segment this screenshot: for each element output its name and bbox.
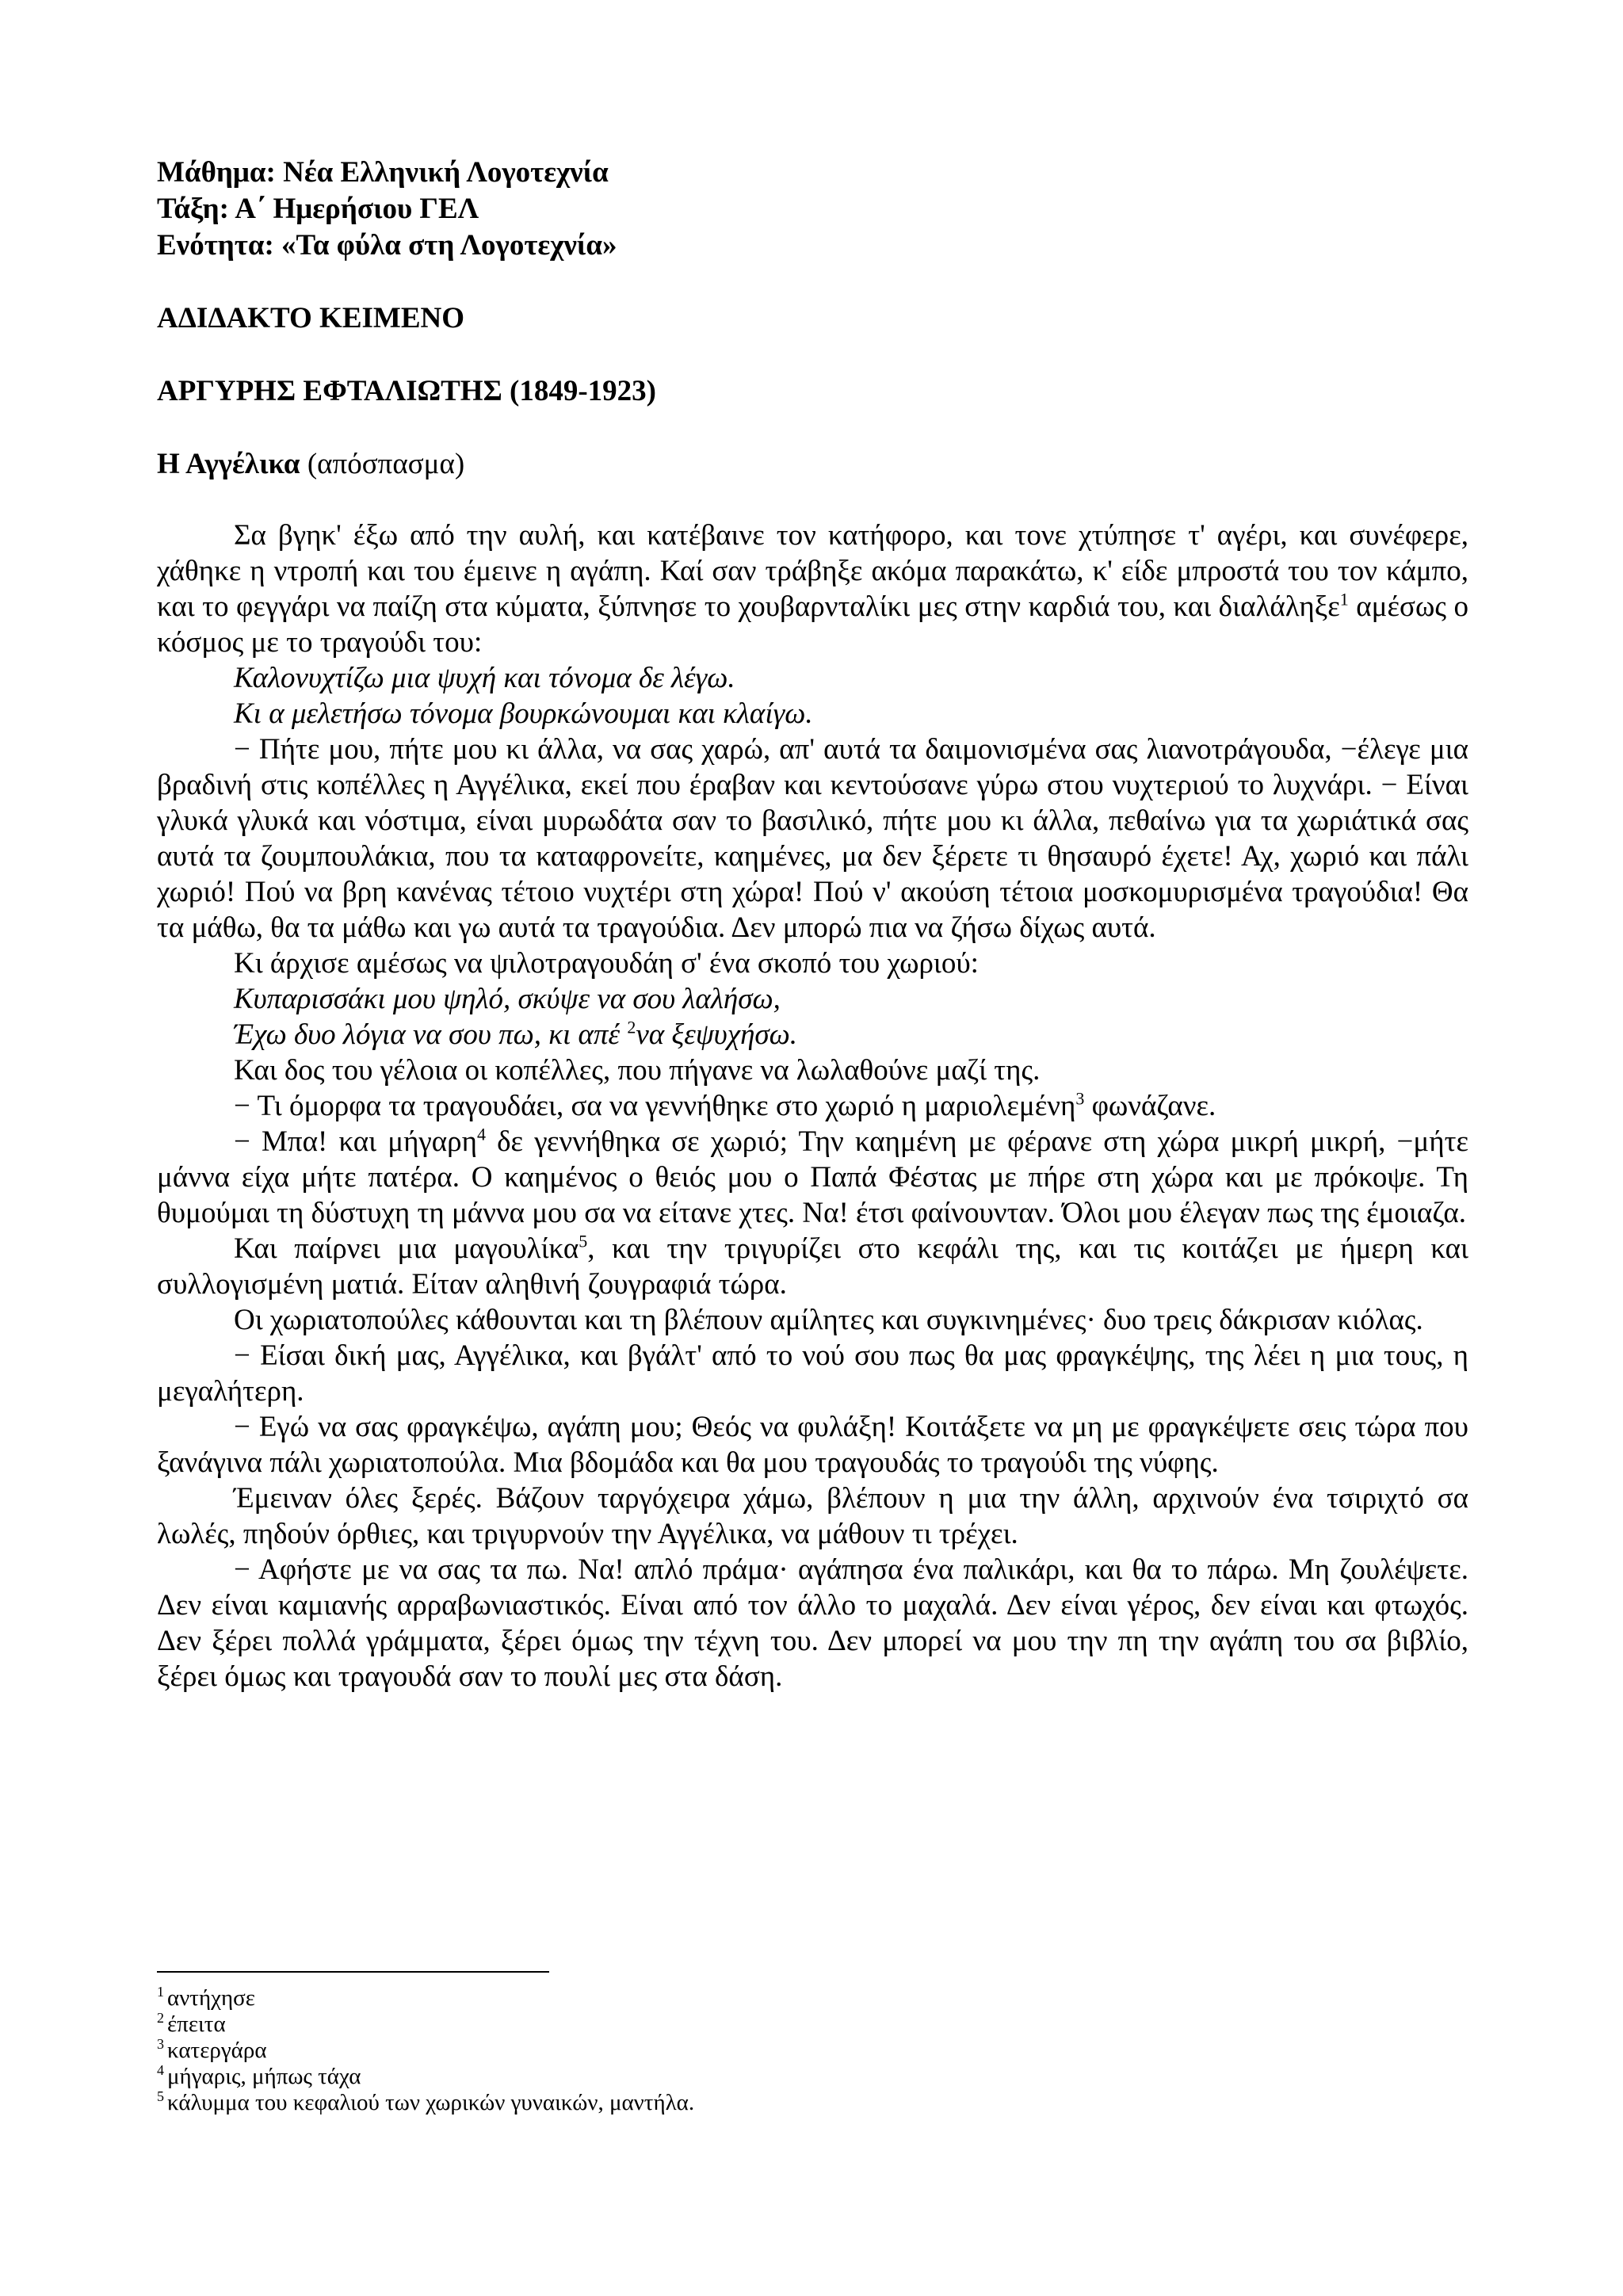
- footnote-1: $^1$ αντήχησε: [157, 1984, 255, 2011]
- class-line: Τάξη: Α΄ Ημερήσιου ΓΕΛ: [157, 193, 479, 225]
- paragraph-12: − Αφήστε με να σας τα πω. Να! απλό πράμα· αγάπησα ένα παλικάρι, και θα το πάρω. Μη ζουλέψετε. Δεν είναι καμιανής αρραβωνιαστικός. Είναι από τον άλλο το μαχαλά. Δεν είναι γέρος, δεν είναι και φτωχός. Δεν ξέρει πολλά γράμματα, ξέρει όμως την τέχνη του. Δεν μπορεί να μου την πη την αγάπη του σα βιβλίο, ξέρει όμως και τραγουδά σαν το πουλί μες στα δάση.: [157, 1553, 1468, 1693]
- work-title: Η Αγγέλικα: [157, 448, 300, 480]
- footnote-ref-3: 3: [1075, 1088, 1085, 1109]
- footnote-separator: [157, 1971, 549, 1973]
- verse-1-line-2: Κι α μελετήσω τόνομα βουρκώνουμαι και κλαίγω.: [234, 697, 813, 730]
- verse-1: [157, 660, 1468, 732]
- footnote-ref-4: 4: [476, 1124, 486, 1144]
- footnote-2: $^2$ έπειτα: [157, 2010, 226, 2037]
- paragraph-4: Και δος του γέλοια οι κοπέλλες, που πήγανε να λωλαθούνε μαζί της.: [234, 1054, 1041, 1087]
- unit-line: Ενότητα: «Τα φύλα στη Λογοτεχνία»: [157, 229, 617, 262]
- footnotes: [157, 1985, 1266, 2116]
- footnote-ref-5: 5: [579, 1231, 588, 1251]
- paragraph-9: − Είσαι δική μας, Αγγέλικα, και βγάλτ' από το νού σου πως θα μας φραγκέψης, της λέει η μια τους, η μεγαλήτερη.: [157, 1339, 1468, 1408]
- footnote-3: $^3$ κατεργάρα: [157, 2036, 267, 2063]
- paragraph-8: Οι χωριατοπούλες κάθουνται και τη βλέπουν αμίλητες και συγκινημένες· δυο τρεις δάκρισαν κιόλας.: [234, 1304, 1423, 1336]
- work-title-line: [157, 446, 1468, 483]
- paragraph-6: − Μπα! και μήγαρη$^4$ δε γεννήθηκα σε χωριό; Την καημένη με φέρανε στη χώρα μικρή μικρή, −μήτε μάννα είχα μήτε πατέρα. Ο καημένος ο θειός μου ο Παπά Φέστας με πήρε στη χώρα και με πρόκοψε. Τη θυμούμαι τη δύστυχη τη μάννα μου σα να είτανε χτες. Να! έτσι φαίνουνταν. Όλοι μου έλεγαν πως της έμοιαζα.: [157, 1124, 1468, 1229]
- paragraph-3: Κι άρχισε αμέσως να ψιλοτραγουδάη σ' ένα σκοπό του χωριού:: [234, 947, 979, 980]
- passage: [157, 518, 1468, 1694]
- footnote-5: $^5$ κάλυμμα του κεφαλιού των χωρικών γυναικών, μαντήλα.: [157, 2088, 695, 2115]
- footnote-ref-1: 1: [1339, 589, 1349, 609]
- course-line: Μάθημα: Νέα Ελληνική Λογοτεχνία: [157, 156, 609, 189]
- paragraph-7: Και παίρνει μια μαγουλίκα$^5$, και την τριγυρίζει στο κεφάλι της, και τις κοιτάζει με ήμερη και συλλογισμένη ματιά. Είταν αληθινή ζουγραφιά τώρα.: [157, 1231, 1469, 1301]
- verse-2: [157, 981, 1468, 1052]
- work-note: (απόσπασμα): [300, 448, 465, 480]
- paragraph-2: − Πήτε μου, πήτε μου κι άλλα, να σας χαρώ, απ' αυτά τα δαιμονισμένα σας λιανοτράγουδα, −έλεγε μια βραδινή στις κοπέλλες η Αγγέλικα, εκεί που έραβαν και κεντούσανε γύρω στου νυχτεριού το λυχνάρι. − Είναι γλυκά γλυκά και νόστιμα, είναι μυρωδάτα σαν το βασιλικό, πήτε μου κι άλλα, πεθαίνω για τα χωριάτικά σας αυτά τα ζουμπουλάκια, που τα καταφρονείτε, καημένες, μα δεν ξέρετε τι θησαυρό έχετε! Αχ, χωριό και πάλι χωριό! Πού να βρη κανένας τέτοιο νυχτέρι στη χώρα! Πού ν' ακούση τέτοια μοσκομυρισμένα τραγούδια! Θα τα μάθω, θα τα μάθω και γω αυτά τα τραγούδια. Δεν μπορώ πια να ζήσω δίχως αυτά.: [157, 733, 1468, 944]
- verse-1-line-1: Καλονυχτίζω μια ψυχή και τόνομα δε λέγω.: [234, 662, 735, 694]
- footnote-4: $^4$ μήγαρις, μήπως τάχα: [157, 2062, 361, 2089]
- paragraph-10: − Εγώ να σας φραγκέψω, αγάπη μου; Θεός να φυλάξη! Κοιτάξετε να μη με φραγκέψετε σεις τώρα που ξανάγινα πάλι χωριατοπούλα. Μια βδομάδα και θα μου τραγουδάς το τραγούδι της νύφης.: [157, 1411, 1468, 1479]
- paragraph-5: − Τι όμορφα τα τραγουδάει, σα να γεννήθηκε στο χωριό η μαριολεμένη$^3$ φωνάζανε.: [234, 1088, 1216, 1122]
- author-line: ΑΡΓΥΡΗΣ ΕΦΤΑΛΙΩΤΗΣ (1849-1923): [157, 375, 656, 407]
- paragraph-1: Σα βγηκ' έξω από την αυλή, και κατέβαινε τον κατήφορο, και τονε χτύπησε τ' αγέρι, και συνέφερε, χάθηκε η ντροπή και του έμεινε η αγάπη. Καί σαν τράβηξε ακόμα παρακάτω, κ' είδε μπροστά του τον κάμπο, και το φεγγάρι να παίζη στα κύματα, ξύπνησε το χουβαρνταλίκι μες στην καρδιά του, και διαλάληξε$^1$ αμέσως ο κόσμος με το τραγούδι του:: [157, 519, 1468, 659]
- section-title: ΑΔΙΔΑΚΤΟ ΚΕΙΜΕΝΟ: [157, 302, 465, 334]
- verse-2-line-1: Κυπαρισσάκι μου ψηλό, σκύψε να σου λαλήσω,: [234, 983, 781, 1015]
- paragraph-11: Έμειναν όλες ξερές. Βάζουν ταργόχειρα χάμω, βλέπουν η μια την άλλη, αρχινούν ένα τσιριχτό σα λωλές, πηδούν όρθιες, και τριγυρνούν την Αγγέλικα, να μάθουν τι τρέχει.: [157, 1482, 1468, 1550]
- document-page: [157, 155, 1468, 1694]
- footnote-ref-2: 2: [627, 1017, 636, 1037]
- verse-2-line-2: Έχω δυο λόγια να σου πω, κι απέ $^2$να ξεψυχήσω.: [234, 1017, 798, 1051]
